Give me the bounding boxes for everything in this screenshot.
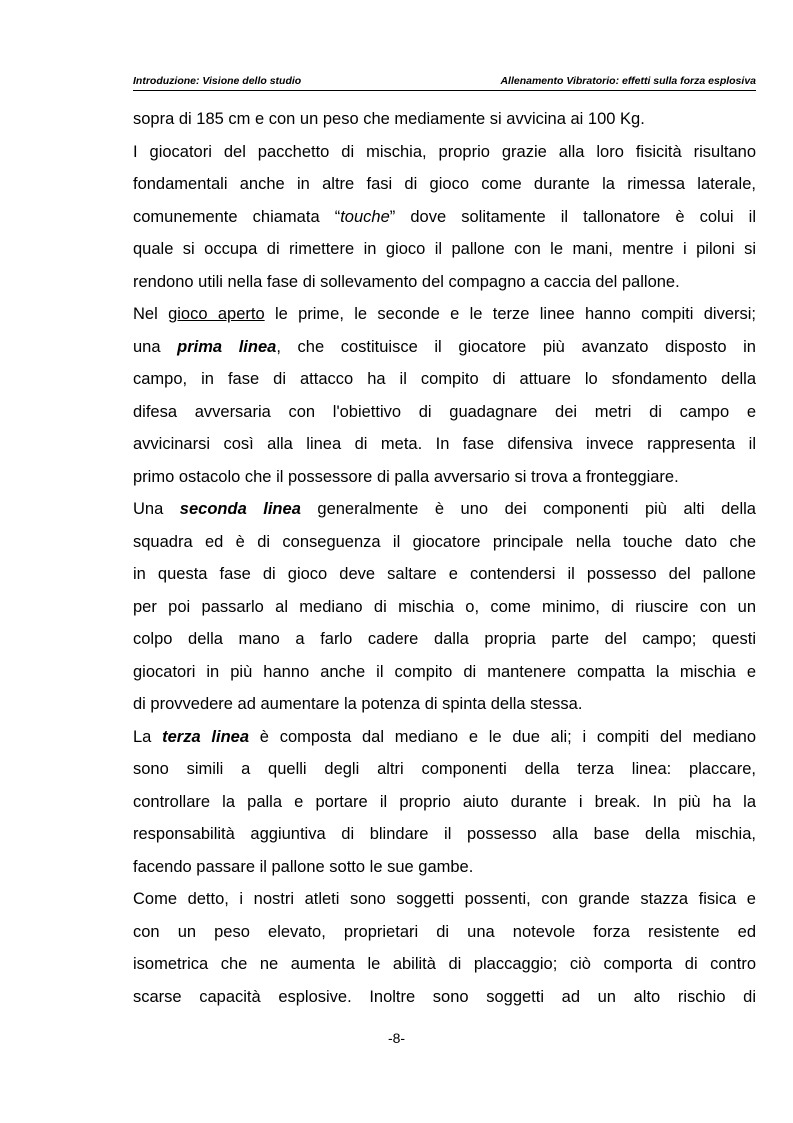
text-line: campo, in fase di attacco ha il compito di attuare lo sfondamento della: [133, 370, 756, 388]
bold-term-terza-linea: terza linea: [162, 727, 250, 746]
header-left-title: Introduzione: Visione dello studio: [133, 75, 302, 87]
text-line: primo ostacolo che il possessore di palla avversario si trova a fronteggiare.: [133, 467, 679, 486]
text-line: giocatori in più hanno anche il compito di mantenere compatta la mischia e: [133, 662, 756, 681]
text-line: Come detto, i nostri atleti sono soggetti possenti, con grande stazza fisica e: [133, 890, 756, 908]
text-line: di provvedere ad aumentare la potenza di spinta della stessa.: [133, 695, 583, 713]
text-run: una: [133, 337, 178, 356]
text-line: sono simili a quelli degli altri componenti della terza linea: placcare,: [133, 760, 756, 778]
text-run: Nel: [133, 305, 169, 323]
text-line: difesa avversaria con l'obiettivo di guadagnare dei metri di campo e: [133, 402, 756, 421]
text-run: generalmente è uno dei componenti più alti della: [300, 500, 756, 518]
text-line: con un peso elevato, proprietari di una notevole forza resistente ed: [133, 922, 756, 941]
text-run: è composta dal mediano e le due ali; i compiti del mediano: [249, 727, 756, 746]
text-line: [133, 201, 756, 234]
text-line: isometrica che ne aumenta le abilità di placcaggio; ciò comporta di contro: [133, 955, 756, 973]
text-line: [133, 493, 756, 526]
text-line: avvicinarsi così alla linea di meta. In fase difensiva invece rappresenta il: [133, 435, 756, 453]
text-line: rendono utili nella fase di sollevamento del compagno a caccia del pallone.: [133, 272, 680, 291]
header-rule: [133, 90, 756, 91]
text-line: sopra di 185 cm e con un peso che mediamente si avvicina ai 100 Kg.: [133, 110, 645, 128]
text-run: comunemente chiamata “: [133, 207, 341, 226]
text-line: scarse capacità esplosive. Inoltre sono soggetti ad un alto rischio di: [133, 987, 756, 1006]
text-line: I giocatori del pacchetto di mischia, proprio grazie alla loro fisicità risultano: [133, 142, 756, 161]
text-line: [133, 298, 756, 331]
text-run: La: [133, 727, 163, 746]
text-line: [133, 331, 756, 364]
header-right-title: Allenamento Vibratorio: effetti sulla forza esplosiva: [500, 75, 756, 87]
text-line: in questa fase di gioco deve saltare e contendersi il possesso del pallone: [133, 565, 756, 583]
text-line: facendo passare il pallone sotto le sue gambe.: [133, 857, 474, 876]
text-run: le prime, le seconde e le terze linee hanno compiti diversi;: [264, 305, 756, 323]
text-run: ” dove solitamente il tallonatore è colui il: [389, 207, 756, 226]
text-line: fondamentali anche in altre fasi di gioco come durante la rimessa laterale,: [133, 175, 756, 193]
text-run: , che costituisce il giocatore più avanzato disposto in: [276, 337, 756, 356]
text-line: controllare la palla e portare il proprio aiuto durante i break. In più ha la: [133, 792, 756, 811]
text-line: quale si occupa di rimettere in gioco il pallone con le mani, mentre i piloni si: [133, 240, 756, 258]
text-line: squadra ed è di conseguenza il giocatore principale nella touche dato che: [133, 532, 756, 551]
page-number: -8-: [387, 1030, 406, 1046]
bold-term-seconda-linea: seconda linea: [179, 500, 301, 518]
text-line: responsabilità aggiuntiva di blindare il possesso alla base della mischia,: [133, 825, 756, 843]
text-line: per poi passarlo al mediano di mischia o, come minimo, di riuscire con un: [133, 597, 756, 616]
text-line: colpo della mano a farlo cadere dalla propria parte del campo; questi: [133, 630, 756, 648]
text-run: Una: [133, 500, 180, 518]
italic-term-touche: touche: [340, 207, 390, 226]
bold-term-prima-linea: prima linea: [177, 337, 277, 356]
running-header: [133, 75, 756, 89]
underlined-term-gioco-aperto: gioco aperto: [168, 305, 265, 323]
body-text: [133, 103, 756, 1013]
text-line: [133, 721, 756, 754]
